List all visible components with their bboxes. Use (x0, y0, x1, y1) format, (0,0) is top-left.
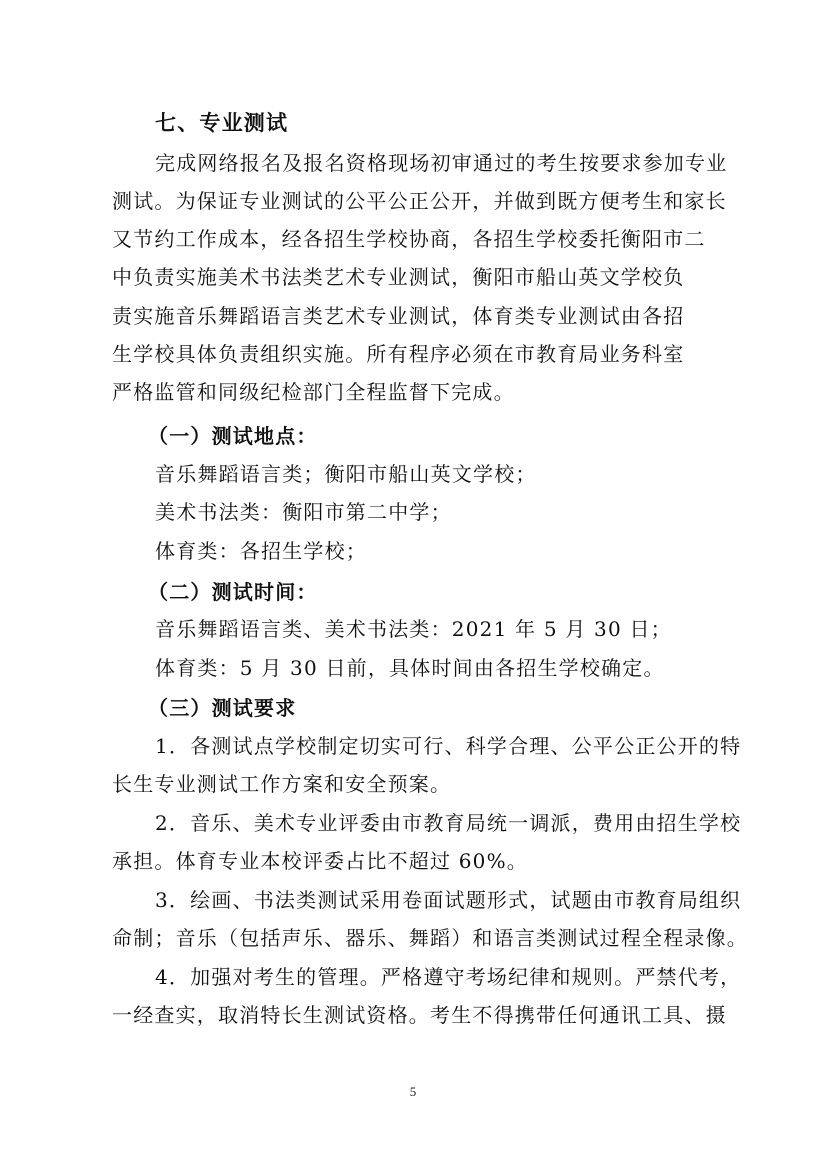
intro-line: 测试。为保证专业测试的公平公正公开，并做到既方便考生和家长 (112, 189, 727, 213)
intro-line: 生学校具体负责组织实施。所有程序必须在市教育局业务科室 (112, 342, 685, 366)
location-line: 体育类：各招生学校； (155, 539, 367, 563)
page-number: 5 (409, 1084, 417, 1099)
requirement-line: 4．加强对考生的管理。严格遵守考场纪律和规则。严禁代考， (155, 965, 742, 989)
intro-line: 完成网络报名及报名资格现场初审通过的考生按要求参加专业 (155, 151, 728, 175)
requirement-line: 一经查实，取消特长生测试资格。考生不得携带任何通讯工具、摄 (112, 1003, 727, 1027)
location-line: 音乐舞蹈语言类；衡阳市船山英文学校； (155, 462, 537, 486)
requirement-line: 1．各测试点学校制定切实可行、科学合理、公平公正公开的特 (155, 734, 742, 758)
requirement-line: 长生专业测试工作方案和安全预案。 (112, 772, 452, 796)
intro-line: 中负责实施美术书法类艺术专业测试，衡阳市船山英文学校负 (112, 265, 685, 289)
subsection-title-time: （二）测试时间： (148, 580, 318, 604)
intro-line: 严格监管和同级纪检部门全程监督下完成。 (112, 380, 515, 404)
section-heading: 七、专业测试 (155, 111, 289, 135)
requirement-line: 3．绘画、书法类测试采用卷面试题形式，试题由市教育局组织 (155, 888, 742, 912)
subsection-title-location: （一）测试地点： (148, 424, 318, 448)
requirement-line: 承担。体育专业本校评委占比不超过 60%。 (112, 849, 529, 873)
subsection-title-requirements: （三）测试要求 (148, 696, 297, 720)
location-line: 美术书法类：衡阳市第二中学； (155, 500, 452, 524)
requirement-line: 命制；音乐（包括声乐、器乐、舞蹈）和语言类测试过程全程录像。 (112, 926, 748, 950)
time-line: 体育类：5 月 30 日前，具体时间由各招生学校确定。 (155, 656, 665, 680)
intro-line: 责实施音乐舞蹈语言类艺术专业测试，体育类专业测试由各招 (112, 304, 685, 328)
requirement-line: 2．音乐、美术专业评委由市教育局统一调派，费用由招生学校 (155, 811, 742, 835)
time-line: 音乐舞蹈语言类、美术书法类：2021 年 5 月 30 日； (155, 617, 672, 641)
intro-line: 又节约工作成本，经各招生学校协商，各招生学校委托衡阳市二 (112, 227, 706, 251)
